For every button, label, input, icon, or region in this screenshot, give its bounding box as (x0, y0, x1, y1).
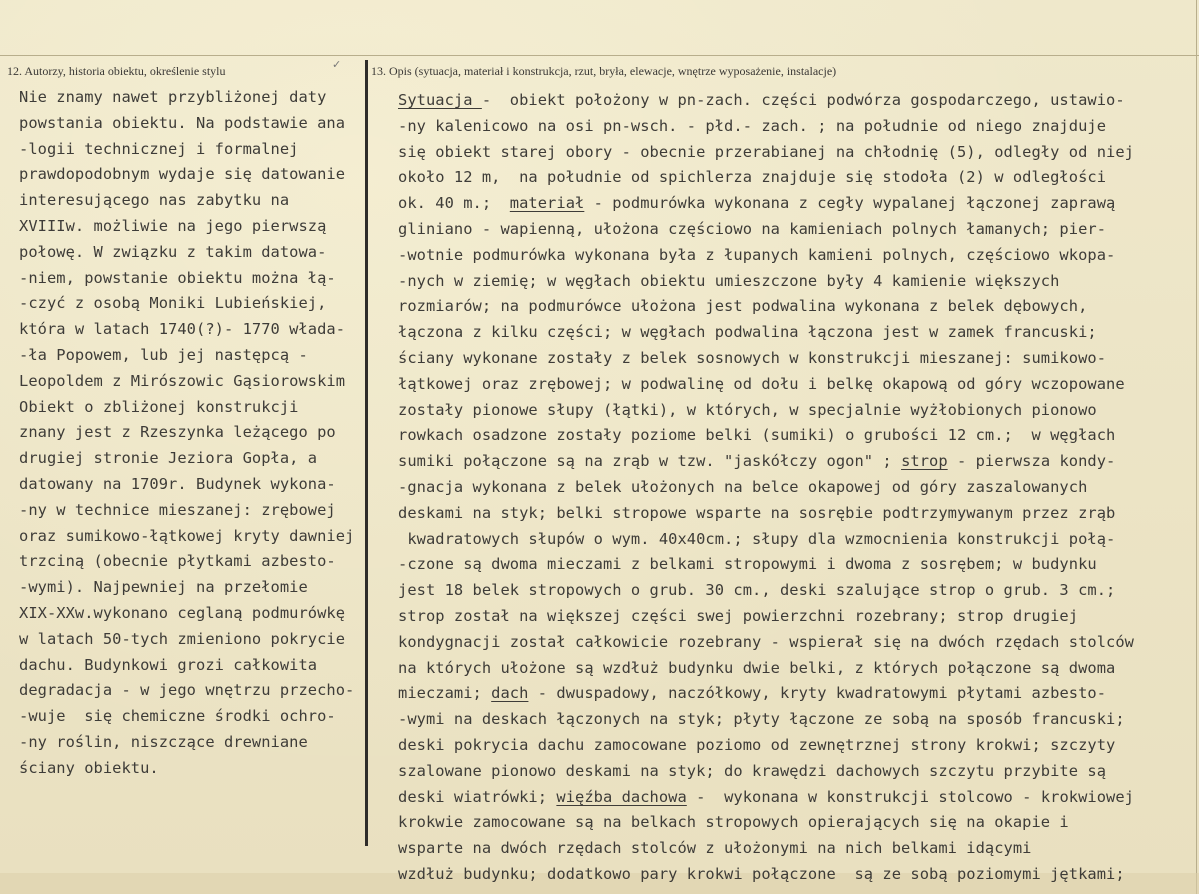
description-text-line (398, 862, 1188, 888)
text-segment: się obiekt starej obory - obecnie przerabianej na chłodnię (5), odległy od niej (398, 142, 1134, 161)
history-text-line: w latach 50-tych zmieniono pokrycie (19, 629, 346, 648)
description-text-line (398, 398, 1188, 424)
description-text-line (398, 217, 1188, 243)
section-12-heading: 12. Autorzy, historia obiektu, określenie stylu (7, 64, 226, 78)
text-segment: - podmurówka wykonana z cegły wypalanej łączonej zaprawą (584, 194, 1116, 213)
text-segment: rozmiarów; na podmurówce ułożona jest podwalina wykonana z belek dębowych, (398, 297, 1088, 316)
text-segment: - pierwsza kondy- (947, 452, 1116, 471)
text-segment: około 12 m, na południe od spichlerza znajduje się stodoła (2) w odległości (398, 168, 1107, 187)
text-segment: jest 18 belek stropowych o grub. 30 cm., deski szalujące strop o grub. 3 cm.; (398, 581, 1116, 600)
pencil-tick-mark: ✓ (332, 59, 342, 71)
history-text-line: -ny roślin, niszczące drewniane (19, 732, 308, 751)
history-text-line: -ła Popowem, lub jej następcą - (19, 345, 308, 364)
text-segment: deski pokrycia dachu zamocowane poziomo od zewnętrznej strony krokwi; szczyty (398, 735, 1116, 754)
section-keyword: Sytuacja (398, 91, 482, 109)
description-text-line (398, 527, 1188, 553)
description-text-line (398, 269, 1188, 295)
text-segment: -ny kalenicowo na osi pn-wsch. - płd.- zach. ; na południe od niego znajduje (398, 116, 1107, 135)
history-text-line: -wuje się chemiczne środki ochro- (19, 707, 336, 726)
description-text-line (398, 346, 1188, 372)
text-segment: szalowane pionowo deskami na styk; do krawędzi dachowych szczytu przybite są (398, 761, 1107, 780)
text-segment: kwadratowych słupów o wym. 40x40cm.; słupy dla wzmocnienia konstrukcji połą- (398, 529, 1116, 548)
description-text-line (398, 785, 1188, 811)
section-keyword: materiał (509, 194, 585, 213)
text-segment: - dwuspadowy, naczółkowy, kryty kwadratowymi płytami azbesto- (528, 684, 1107, 703)
text-segment: krokwie zamocowane są na belkach stropowych opierających się na okapie i (398, 813, 1069, 832)
history-text-line: Obiekt o zbliżonej konstrukcji (19, 397, 299, 416)
description-text-line (398, 320, 1188, 346)
description-text-line (398, 165, 1188, 191)
text-segment: kondygnacji został całkowicie rozebrany - wspierał się na dwóch rzędach stolców (398, 632, 1134, 651)
description-text-line (398, 475, 1188, 501)
text-segment: łątkowej oraz zrębowej; w podwalinę od dołu i belkę okapową od góry wczopowane (398, 374, 1125, 393)
section-keyword: więźba dachowa (556, 787, 687, 806)
description-text-line (398, 604, 1188, 630)
description-text-line (398, 88, 1188, 114)
section-keyword: dach (491, 684, 529, 703)
description-text-line (398, 140, 1188, 166)
history-text-line: Leopoldem z Mirószowic Gąsiorowskim (19, 371, 346, 390)
description-text-line (398, 449, 1188, 475)
description-text-line (398, 114, 1188, 140)
text-segment: łączona z kilku części; w węgłach podwalina łączona jest w zamek francuski; (398, 323, 1097, 342)
text-segment: deski wiatrówki; (398, 787, 557, 806)
text-segment: -wotnie podmurówka wykonana była z łupanych kamieni polnych, częściowo wkopa- (398, 245, 1116, 264)
history-text-line: XIX-XXw.wykonano ceglaną podmurówkę (19, 603, 346, 622)
history-text-line: degradacja - w jego wnętrzu przecho- (19, 681, 355, 700)
text-segment: rowkach osadzone zostały poziome belki (sumiki) o grubości 12 cm.; w węgłach (398, 426, 1116, 445)
description-text-line (398, 630, 1188, 656)
history-text-line: -czyć z osobą Moniki Lubieńskiej, (19, 294, 327, 313)
text-segment: gliniano - wapienną, ułożona częściowo na kamieniach polnych łamanych; pier- (398, 219, 1107, 238)
section-13-heading: 13. Opis (sytuacja, materiał i konstrukcja, rzut, bryła, elewacje, wnętrze wyposażenie, instalacje) (371, 64, 837, 78)
history-text-line: XVIIIw. możliwie na jego pierwszą (19, 216, 327, 235)
history-text-line: znany jest z Rzeszynka leżącego po (19, 423, 336, 442)
text-segment: wzdłuż budynku; dodatkowo pary krokwi połączone są ze sobą poziomymi jętkami; (398, 864, 1125, 883)
description-text-line (398, 759, 1188, 785)
history-text-line: trzciną (obecnie płytkami azbesto- (19, 552, 336, 571)
history-text-line: powstania obiektu. Na podstawie ana (19, 113, 346, 132)
text-segment: -nych w ziemię; w węgłach obiektu umieszczone były 4 kamienie większych (398, 271, 1060, 290)
history-text-line: -wymi). Najpewniej na przełomie (19, 578, 308, 597)
description-text-line (398, 656, 1188, 682)
description-text-line (398, 552, 1188, 578)
description-text-line (398, 423, 1188, 449)
header-rule (0, 55, 1199, 56)
text-segment: ok. 40 m.; (398, 194, 510, 213)
description-text-line (398, 707, 1188, 733)
description-text-line (398, 243, 1188, 269)
text-segment: mieczami; (398, 684, 492, 703)
description-text-column (398, 88, 1188, 888)
history-text-line: -logii technicznej i formalnej (19, 139, 299, 158)
description-text-line (398, 733, 1188, 759)
history-text-line: Nie znamy nawet przybliżonej daty (19, 88, 327, 106)
history-text-line: dachu. Budynkowi grozi całkowita (19, 655, 318, 674)
description-text-line (398, 294, 1188, 320)
text-segment: strop został na większej części swej powierzchni rozebrany; strop drugiej (398, 606, 1079, 625)
description-text-line (398, 578, 1188, 604)
history-text-line: prawdopodobnym wydaje się datowanie (19, 165, 346, 184)
text-segment: zostały pionowe słupy (łątki), w których, w specjalnie wyżłobionych pionowo (398, 400, 1097, 419)
text-segment: - obiekt położony w pn-zach. części podwórza gospodarczego, ustawio- (481, 91, 1125, 109)
text-segment: - wykonana w konstrukcji stolcowo - krokwiowej (686, 787, 1134, 806)
history-text-column (19, 85, 379, 782)
description-text-line (398, 681, 1188, 707)
description-text-line (398, 836, 1188, 862)
description-text-line (398, 501, 1188, 527)
history-text-line: połowę. W związku z takim datowa- (19, 242, 327, 261)
text-segment: wsparte na dwóch rzędach stolców z ułożonymi na nich belkami idącymi (398, 839, 1032, 858)
history-text-line: datowany na 1709r. Budynek wykona- (19, 474, 336, 493)
history-text-line: -niem, powstanie obiektu można łą- (19, 268, 336, 287)
text-segment: ściany wykonane zostały z belek sosnowych w konstrukcji mieszanej: sumikowo- (398, 348, 1107, 367)
history-text-line: która w latach 1740(?)- 1770 włada- (19, 320, 346, 339)
description-text-line (398, 372, 1188, 398)
text-segment: -czone są dwoma mieczami z belkami stropowymi i dwoma z sosrębem; w budynku (398, 555, 1097, 574)
history-text-line: interesującego nas zabytku na (19, 191, 290, 210)
history-text-line: -ny w technice mieszanej: zrębowej (19, 500, 336, 519)
description-text-line (398, 810, 1188, 836)
history-text-line: drugiej stronie Jeziora Gopła, a (19, 449, 318, 468)
text-segment: sumiki połączone są na zrąb w tzw. "jaskółczy ogon" ; (398, 452, 902, 471)
text-segment: -wymi na deskach łączonych na styk; płyty łączone ze sobą na sposób francuski; (398, 710, 1125, 729)
text-segment: -gnacja wykonana z belek ułożonych na belce okapowej od góry zaszalowanych (398, 477, 1088, 496)
text-segment: na których ułożone są wzdłuż budynku dwie belki, z których połączone są dwoma (398, 658, 1116, 677)
text-segment: deskami na styk; belki stropowe wsparte na sosrębie podtrzymywanym przez zrąb (398, 503, 1116, 522)
page-right-edge (1196, 0, 1197, 894)
description-text-line (398, 191, 1188, 217)
section-keyword: strop (901, 452, 948, 471)
history-text-line: oraz sumikowo-łątkowej kryty dawniej (19, 526, 355, 545)
history-text-line: ściany obiektu. (19, 758, 159, 777)
